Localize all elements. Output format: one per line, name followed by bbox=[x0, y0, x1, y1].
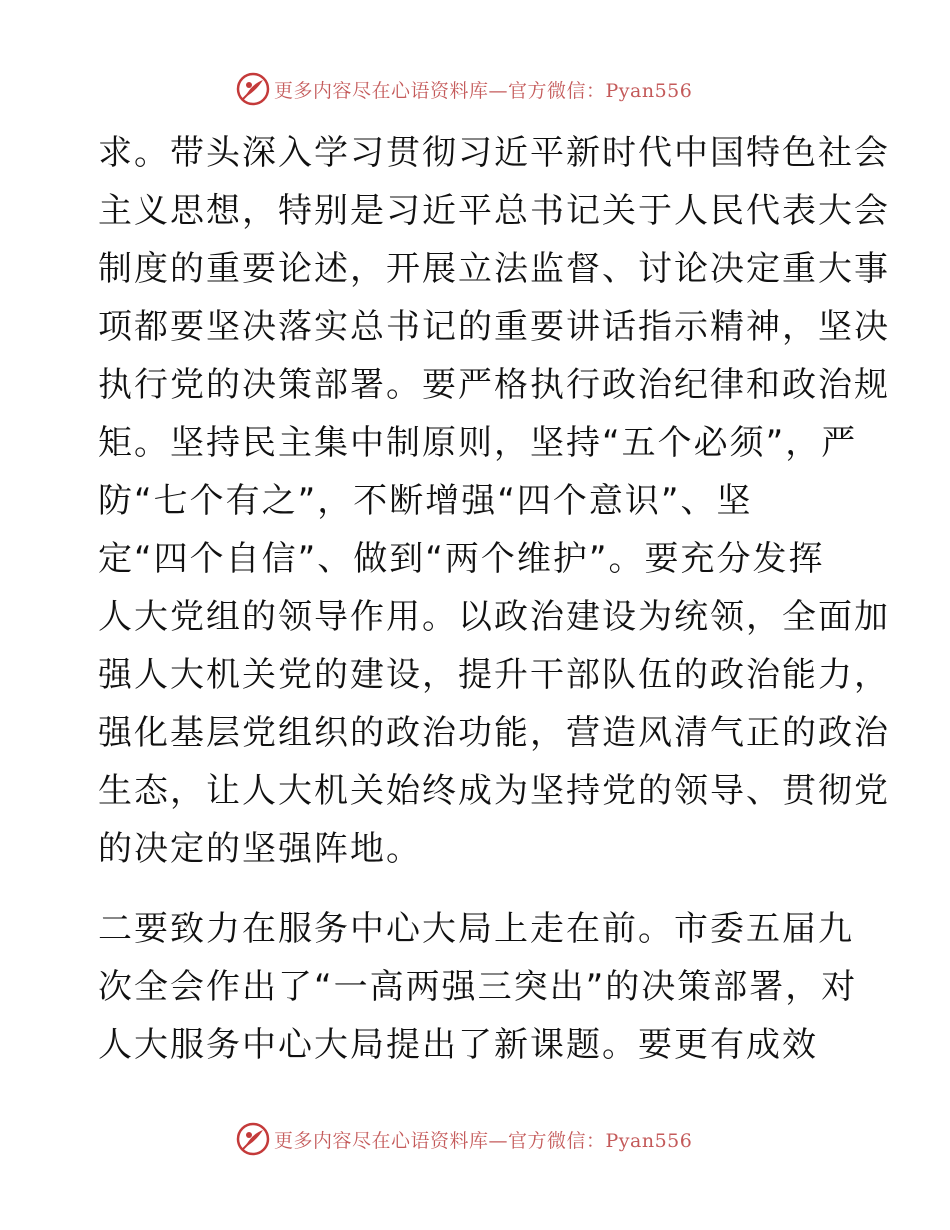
body-line: 防“七个有之”，不断增强“四个意识”、坚 bbox=[98, 481, 753, 521]
header-banner bbox=[236, 72, 716, 106]
body-line: 强人大机关党的建设，提升干部队伍的政治能力， bbox=[98, 655, 890, 695]
feather-logo-icon bbox=[236, 72, 270, 106]
body-line: 人大服务中心大局提出了新课题。要更有成效 bbox=[98, 1025, 818, 1065]
body-line: 强化基层党组织的政治功能，营造风清气正的政治 bbox=[98, 713, 890, 753]
body-line: 人大党组的领导作用。以政治建设为统领，全面加 bbox=[98, 597, 890, 637]
body-line: 二要致力在服务中心大局上走在前。市委五届九 bbox=[98, 909, 854, 949]
body-line: 次全会作出了“一高两强三突出”的决策部署，对 bbox=[98, 967, 858, 1007]
footer-banner-text: 更多内容尽在心语资料库—官方微信：Pyan556 bbox=[274, 1129, 693, 1152]
body-line: 求。带头深入学习贯彻习近平新时代中国特色社会 bbox=[98, 133, 890, 173]
body-line: 定“四个自信”、做到“两个维护”。要充分发挥 bbox=[98, 539, 825, 579]
footer-banner bbox=[236, 1122, 716, 1156]
body-line: 主义思想，特别是习近平总书记关于人民代表大会 bbox=[98, 191, 890, 231]
body-line: 矩。坚持民主集中制原则，坚持“五个必须”，严 bbox=[98, 423, 858, 463]
body-line: 的决定的坚强阵地。 bbox=[98, 829, 422, 869]
body-line: 项都要坚决落实总书记的重要讲话指示精神，坚决 bbox=[98, 307, 890, 347]
header-banner-text: 更多内容尽在心语资料库—官方微信：Pyan556 bbox=[274, 79, 693, 102]
feather-logo-icon bbox=[236, 1122, 270, 1156]
body-line: 生态，让人大机关始终成为坚持党的领导、贯彻党 bbox=[98, 771, 890, 811]
document-body bbox=[98, 124, 890, 1074]
body-line: 执行党的决策部署。要严格执行政治纪律和政治规 bbox=[98, 365, 890, 405]
body-line: 制度的重要论述，开展立法监督、讨论决定重大事 bbox=[98, 249, 890, 289]
